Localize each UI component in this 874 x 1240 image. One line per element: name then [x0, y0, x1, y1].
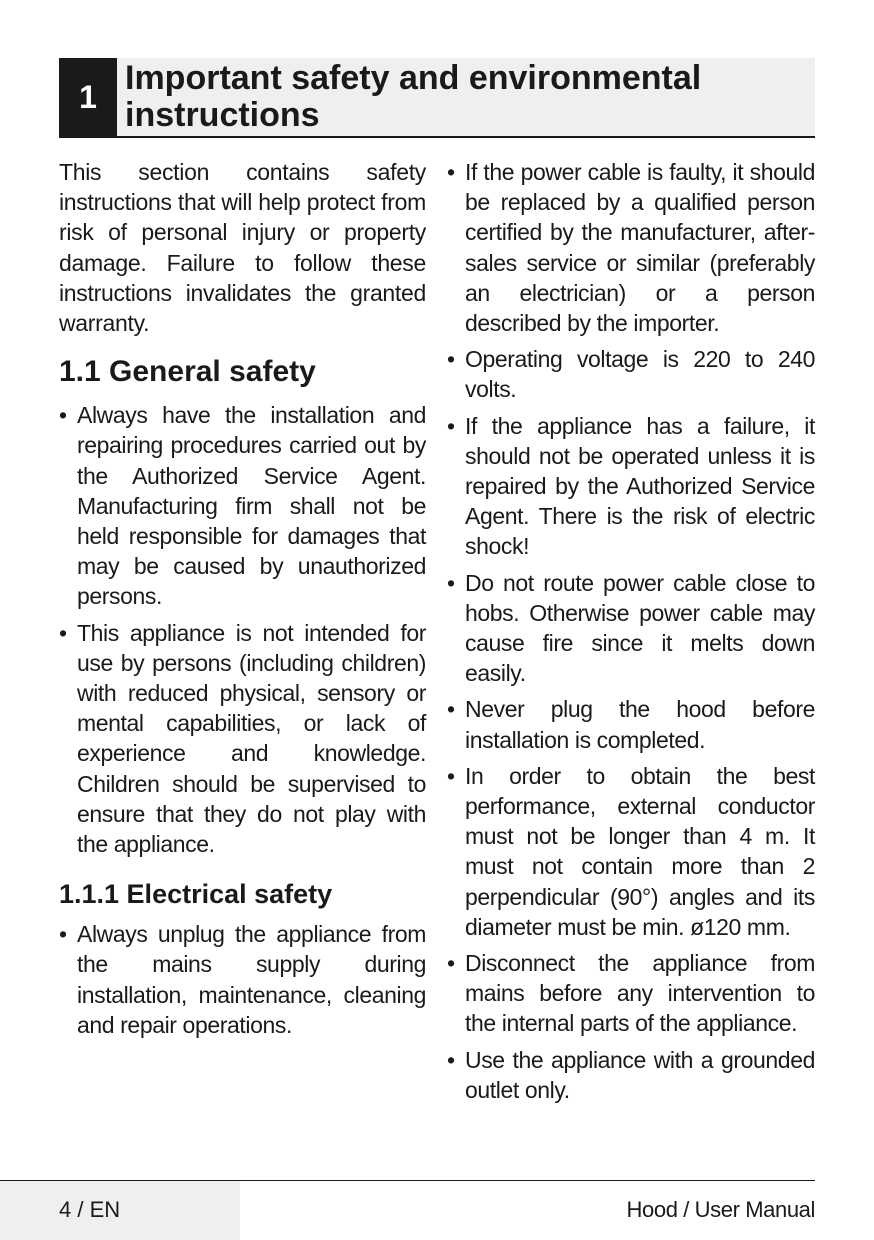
bullet-icon: • — [447, 412, 455, 439]
list-item-text: Use the appliance with a grounded outlet only. — [465, 1046, 815, 1103]
list-item-text: Operating voltage is 220 to 240 volts. — [465, 346, 815, 403]
list-item — [447, 568, 815, 689]
chapter-number-box — [59, 58, 117, 136]
bullet-icon: • — [59, 402, 67, 429]
electrical-safety-list — [59, 919, 426, 1040]
intro-paragraph: This section contains safety instructions that will help protect from risk of personal injury or property damage. Failure to follow these instructions invalidates the granted warranty. — [59, 159, 426, 337]
bullet-icon: • — [59, 619, 67, 646]
bullet-icon: • — [447, 1046, 455, 1073]
list-item — [447, 694, 815, 754]
list-item-text: This appliance is not intended for use by persons (including children) with reduced physical, sensory or mental capabilities, or lack of experience and knowledge. Children should be supervised to ensure that they do not play with the appliance. — [77, 619, 426, 858]
left-column — [59, 157, 426, 1046]
list-item — [447, 761, 815, 942]
list-item-text: Disconnect the appliance from mains before any intervention to the internal parts of the appliance. — [465, 950, 815, 1037]
bullet-icon: • — [59, 921, 67, 948]
chapter-title: Important safety and environmental instructions — [125, 59, 702, 134]
list-item-text: If the appliance has a failure, it should not be operated unless it is repaired by the Authorized Service Agent. There is the risk of electric shock! — [465, 412, 815, 560]
bullet-icon: • — [447, 569, 455, 596]
bullet-icon: • — [447, 346, 455, 373]
list-item — [447, 344, 815, 404]
page-number: 4 / EN — [59, 1197, 121, 1222]
manual-title: Hood / User Manual — [626, 1197, 815, 1222]
list-item-text: Always have the installation and repairing procedures carried out by the Authorized Service Agent. Manufacturing firm shall not be held responsible for damages that may be caused by unauthorized persons. — [77, 402, 426, 610]
right-column — [447, 157, 815, 1111]
bullet-icon: • — [447, 696, 455, 723]
list-item-text: Always unplug the appliance from the mains supply during installation, maintenance, cleaning and repair operations. — [77, 921, 426, 1038]
general-safety-heading: 1.1 General safety — [59, 355, 316, 389]
list-item-text: Do not route power cable close to hobs. Otherwise power cable may cause fire since it melts down easily. — [465, 569, 815, 687]
chapter-number: 1 — [79, 78, 97, 115]
electrical-safety-heading: 1.1.1 Electrical safety — [59, 879, 333, 910]
list-item — [59, 618, 426, 860]
list-item-text: If the power cable is faulty, it should be replaced by a qualified person certified by the manufacturer, after-sales service or similar (preferably an electrician) or a person described by the importer. — [465, 159, 815, 337]
electrical-safety-list-continued — [447, 157, 815, 1105]
list-item — [447, 157, 815, 338]
list-item-text: In order to obtain the best performance, external conductor must not be longer than 4 m. It must not contain more than 2 perpendicular (90°) angles and its diameter must be min. ø120 mm. — [465, 762, 815, 940]
bullet-icon: • — [447, 950, 455, 977]
bullet-icon: • — [447, 159, 455, 185]
chapter-header — [59, 58, 815, 138]
list-item-text: Never plug the hood before installation is completed. — [465, 696, 815, 753]
list-item — [447, 1045, 815, 1105]
list-item — [447, 411, 815, 562]
general-safety-list — [59, 400, 426, 859]
bullet-icon: • — [447, 762, 455, 789]
list-item — [59, 400, 426, 611]
list-item — [59, 919, 426, 1040]
list-item — [447, 948, 815, 1039]
